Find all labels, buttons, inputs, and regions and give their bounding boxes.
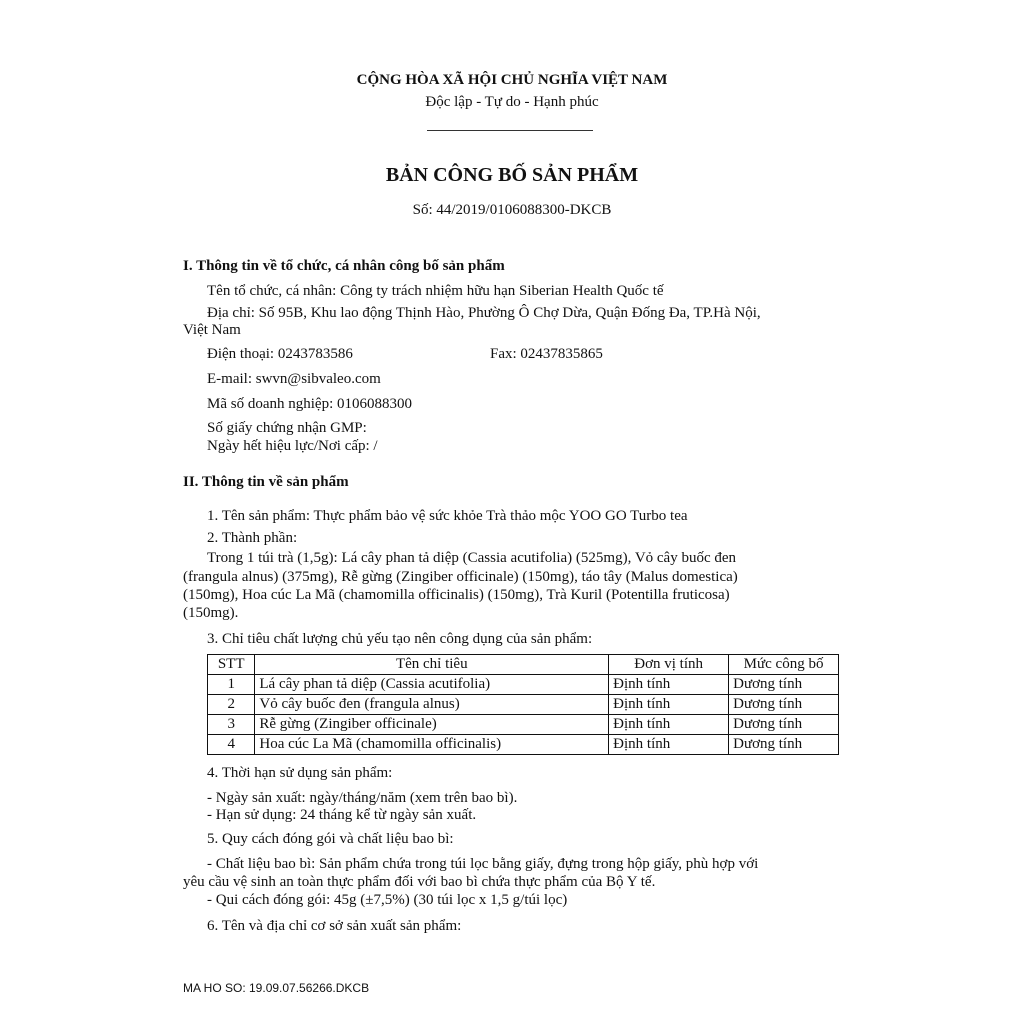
table-row bbox=[208, 715, 839, 735]
section1-heading: I. Thông tin về tổ chức, cá nhân công bố sản phẩm bbox=[183, 258, 505, 274]
table-header-cell: Đơn vị tính bbox=[609, 655, 729, 675]
packaging-spec: - Qui cách đóng gói: 45g (±7,5%) (30 túi lọc x 1,5 g/túi lọc) bbox=[207, 892, 568, 908]
address-line1: Địa chỉ: Số 95B, Khu lao động Thịnh Hào, Phường Ô Chợ Dừa, Quận Đống Đa, TP.Hà Nội, bbox=[207, 305, 761, 321]
table-header-cell: STT bbox=[208, 655, 255, 675]
table-row bbox=[208, 735, 839, 755]
ingredients-heading: 2. Thành phần: bbox=[207, 530, 298, 546]
table-cell: Dương tính bbox=[729, 735, 839, 755]
expiry-issuer: Ngày hết hiệu lực/Nơi cấp: / bbox=[207, 438, 378, 454]
phone: Điện thoại: 0243783586 bbox=[207, 346, 353, 362]
document-title: BẢN CÔNG BỐ SẢN PHẨM bbox=[385, 164, 639, 186]
table-cell: Vỏ cây buốc đen (frangula alnus) bbox=[255, 695, 609, 715]
record-code: MA HO SO: 19.09.07.56266.DKCB bbox=[183, 981, 370, 995]
table-cell: Hoa cúc La Mã (chamomilla officinalis) bbox=[255, 735, 609, 755]
table-cell: Lá cây phan tả diệp (Cassia acutifolia) bbox=[255, 675, 609, 695]
ingredients-line: (frangula alnus) (375mg), Rễ gừng (Zingiber officinale) (150mg), táo tây (Malus domestica) bbox=[183, 569, 738, 585]
table-cell: Định tính bbox=[609, 735, 729, 755]
email: E-mail: swvn@sibvaleo.com bbox=[207, 371, 381, 387]
address-line2: Việt Nam bbox=[183, 322, 241, 338]
motto: Độc lập - Tự do - Hạnh phúc bbox=[425, 94, 599, 110]
product-name: 1. Tên sản phẩm: Thực phẩm bảo vệ sức khỏe Trà thảo mộc YOO GO Turbo tea bbox=[207, 508, 688, 524]
quality-table bbox=[207, 654, 839, 755]
manufacturer-heading: 6. Tên và địa chỉ cơ sở sản xuất sản phẩm: bbox=[207, 918, 462, 934]
packaging-material-cont: yêu cầu vệ sinh an toàn thực phẩm đối với bao bì chứa thực phẩm của Bộ Y tế. bbox=[183, 874, 656, 890]
ingredients-line: (150mg), Hoa cúc La Mã (chamomilla officinalis) (150mg), Trà Kuril (Potentilla fruticosa) bbox=[183, 587, 730, 603]
table-cell: Định tính bbox=[609, 675, 729, 695]
table-cell: Rễ gừng (Zingiber officinale) bbox=[255, 715, 609, 735]
table-cell: 2 bbox=[208, 695, 255, 715]
table-cell: Dương tính bbox=[729, 715, 839, 735]
table-row bbox=[208, 695, 839, 715]
table-header-row bbox=[208, 655, 839, 675]
table-row bbox=[208, 675, 839, 695]
org-name: Tên tổ chức, cá nhân: Công ty trách nhiệm hữu hạn Siberian Health Quốc tế bbox=[207, 283, 664, 299]
expiry-term: - Hạn sử dụng: 24 tháng kể từ ngày sản xuất. bbox=[207, 807, 477, 823]
table-cell: 1 bbox=[208, 675, 255, 695]
table-cell: 4 bbox=[208, 735, 255, 755]
manufacture-date: - Ngày sản xuất: ngày/tháng/năm (xem trên bao bì). bbox=[207, 790, 518, 806]
quality-heading: 3. Chỉ tiêu chất lượng chủ yếu tạo nên công dụng của sản phẩm: bbox=[207, 631, 593, 647]
section2-heading: II. Thông tin về sản phẩm bbox=[183, 474, 349, 490]
table-header-cell: Mức công bố bbox=[729, 655, 839, 675]
table-cell: Định tính bbox=[609, 695, 729, 715]
fax: Fax: 02437835865 bbox=[490, 346, 603, 362]
table-cell: 3 bbox=[208, 715, 255, 735]
ingredients-line: Trong 1 túi trà (1,5g): Lá cây phan tả diệp (Cassia acutifolia) (525mg), Vỏ cây buốc đen bbox=[207, 550, 737, 566]
packaging-material: - Chất liệu bao bì: Sản phẩm chứa trong túi lọc bằng giấy, đựng trong hộp giấy, phù hợp với bbox=[207, 856, 759, 872]
table-header-cell: Tên chỉ tiêu bbox=[255, 655, 609, 675]
packaging-heading: 5. Quy cách đóng gói và chất liệu bao bì: bbox=[207, 831, 454, 847]
document-number: Số: 44/2019/0106088300-DKCB bbox=[412, 202, 612, 218]
table-cell: Dương tính bbox=[729, 675, 839, 695]
nation-heading: CỘNG HÒA XÃ HỘI CHỦ NGHĨA VIỆT NAM bbox=[356, 72, 668, 88]
shelf-life-heading: 4. Thời hạn sử dụng sản phẩm: bbox=[207, 765, 393, 781]
tax-code: Mã số doanh nghiệp: 0106088300 bbox=[207, 396, 412, 412]
gmp-certificate: Số giấy chứng nhận GMP: bbox=[207, 420, 367, 436]
header-divider bbox=[427, 130, 593, 131]
table-cell: Dương tính bbox=[729, 695, 839, 715]
table-cell: Định tính bbox=[609, 715, 729, 735]
ingredients-line: (150mg). bbox=[183, 605, 239, 621]
